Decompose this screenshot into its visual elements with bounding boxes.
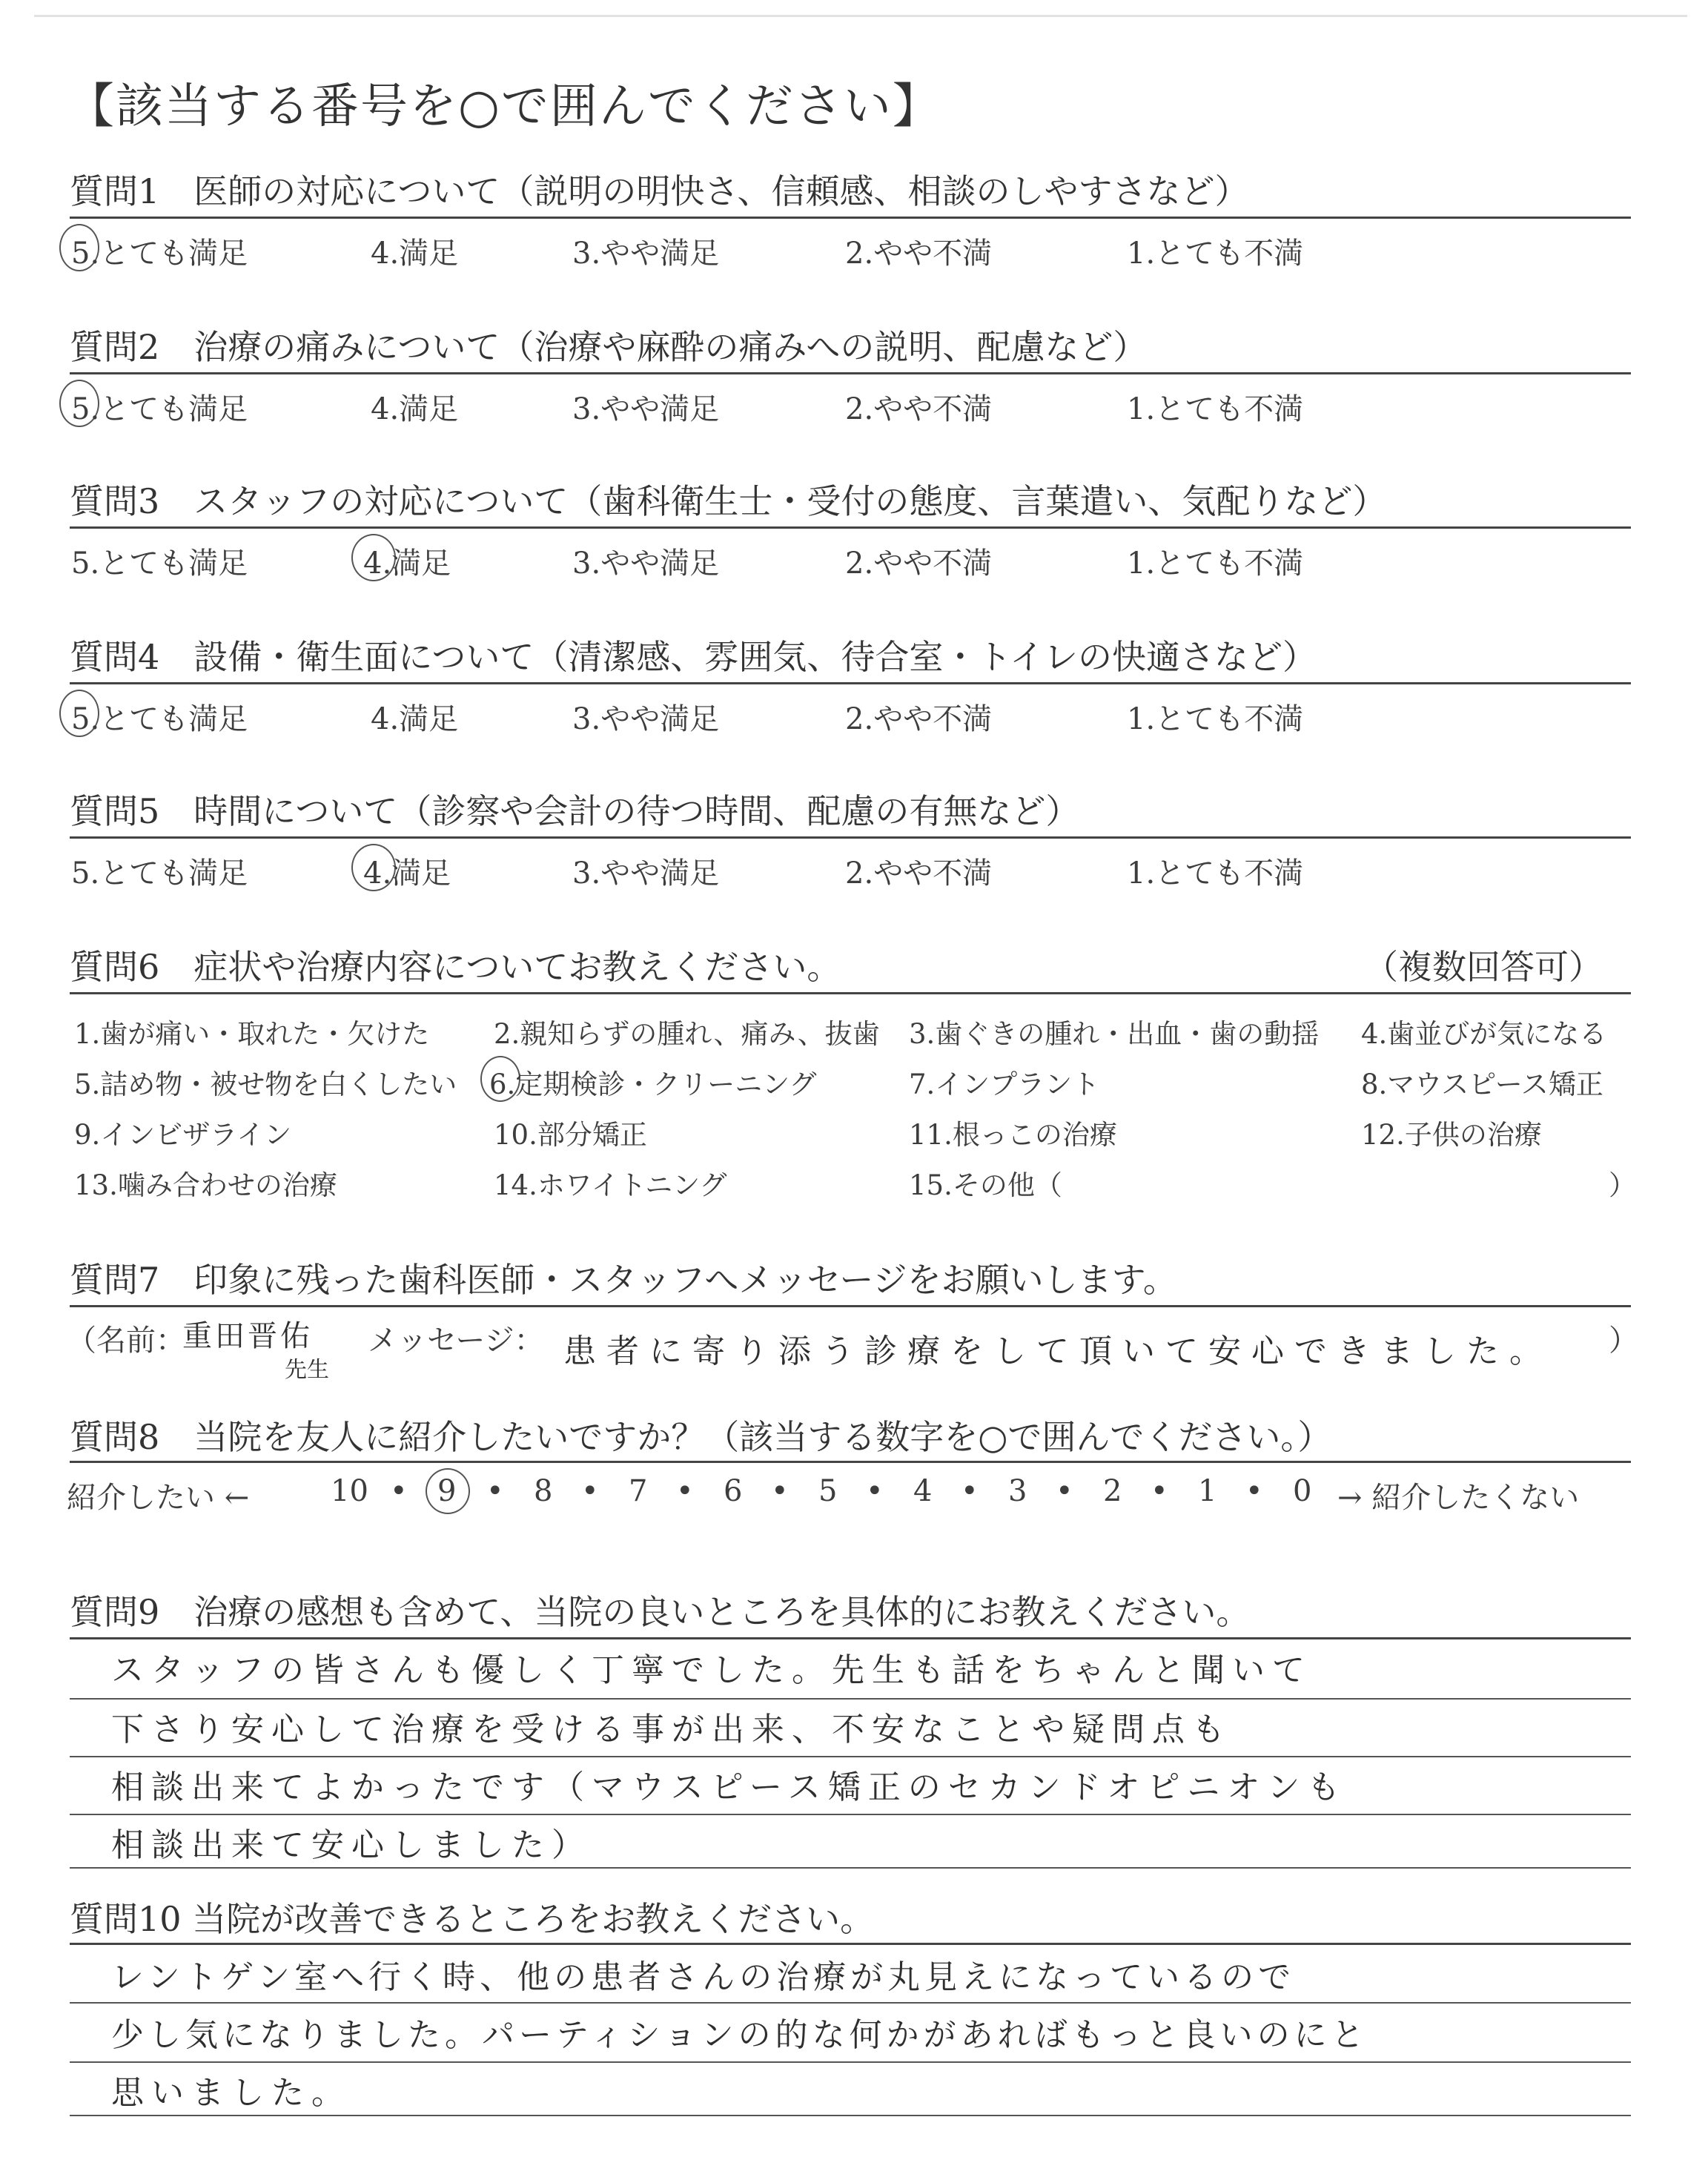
q5-option-2[interactable]: 2.やや不満 <box>845 856 993 891</box>
q9-line <box>70 1814 1631 1815</box>
q6-option-13[interactable]: 13.噛み合わせの治療 <box>74 1169 337 1201</box>
q8-dot-separator: • <box>1245 1474 1263 1508</box>
q8-dot-separator: • <box>1151 1474 1168 1508</box>
q6-rule <box>70 992 1631 994</box>
q3-rule <box>70 526 1631 529</box>
q8-score-9[interactable]: 9 <box>437 1474 457 1508</box>
q6-title: 質問6 症状や治療内容についてお教えください。 <box>70 947 841 987</box>
q10-title: 質問10 当院が改善できるところをお教えください。 <box>70 1899 875 1939</box>
q8-score-4[interactable]: 4 <box>913 1474 933 1508</box>
q7-name-value[interactable]: 重田晋佑 <box>182 1319 313 1353</box>
q2-option-2[interactable]: 2.やや不満 <box>845 392 993 426</box>
q7-close-paren: ） <box>1609 1324 1638 1358</box>
q4-option-3[interactable]: 3.やや満足 <box>572 702 720 736</box>
q8-score-2[interactable]: 2 <box>1103 1474 1122 1508</box>
q6-option-7[interactable]: 7.インプラント <box>909 1069 1100 1100</box>
q2-option-4[interactable]: 4.満足 <box>371 392 459 426</box>
q8-score-0[interactable]: 0 <box>1293 1474 1312 1508</box>
q2-title: 質問2 治療の痛みについて（治療や麻酔の痛みへの説明、配慮など） <box>70 327 1148 367</box>
q9-answer-line-1[interactable]: スタッフの皆さんも優しく丁寧でした。先生も話をちゃんと聞いて <box>111 1651 1312 1689</box>
q4-option-1[interactable]: 1.とても不満 <box>1127 702 1304 736</box>
q6-option-15[interactable]: 15.その他（ <box>909 1169 1062 1201</box>
q1-option-3[interactable]: 3.やや満足 <box>572 237 720 271</box>
q8-dot-separator: • <box>1056 1474 1073 1508</box>
q8-score-3[interactable]: 3 <box>1008 1474 1027 1508</box>
q6-option-10[interactable]: 10.部分矯正 <box>494 1119 647 1151</box>
q6-multi-answer-note: （複数回答可） <box>1364 947 1603 987</box>
q3-option-3[interactable]: 3.やや満足 <box>572 546 720 581</box>
page-top-edge <box>34 15 1687 17</box>
q5-title: 質問5 時間について（診察や会計の待つ時間、配慮の有無など） <box>70 791 1080 831</box>
q8-score-8[interactable]: 8 <box>534 1474 553 1508</box>
q4-option-5[interactable]: 5.とても満足 <box>71 702 248 736</box>
q7-message-value[interactable]: 患者に寄り添う診療をして頂いて安心できました。 <box>563 1332 1552 1370</box>
q6-other-close-paren: ） <box>1609 1169 1636 1201</box>
q1-option-5[interactable]: 5.とても満足 <box>71 237 248 271</box>
q7-name-label: （名前： <box>67 1324 185 1358</box>
q8-score-7[interactable]: 7 <box>629 1474 648 1508</box>
q8-score-10[interactable]: 10 <box>331 1474 368 1508</box>
q8-dot-separator: • <box>581 1474 599 1508</box>
q6-option-5[interactable]: 5.詰め物・被せ物を白くしたい <box>74 1069 457 1100</box>
q8-score-5[interactable]: 5 <box>818 1474 838 1508</box>
q9-line <box>70 1756 1631 1757</box>
q5-rule <box>70 836 1631 839</box>
q8-dot-separator: • <box>486 1474 504 1508</box>
q5-option-5[interactable]: 5.とても満足 <box>71 856 248 891</box>
q10-answer-line-2[interactable]: 少し気になりました。パーティションの的な何かがあればもっと良いのにと <box>111 2016 1368 2054</box>
q9-line <box>70 1867 1631 1869</box>
q8-dot-separator: • <box>961 1474 979 1508</box>
q7-name-suffix: 先生 <box>285 1357 329 1383</box>
q9-answer-line-3[interactable]: 相談出来てよかったです（マウスピース矯正のセカンドオピニオンも <box>111 1768 1348 1806</box>
q3-option-2[interactable]: 2.やや不満 <box>845 546 993 581</box>
q8-dot-separator: • <box>390 1474 408 1508</box>
q5-option-4[interactable]: 4.満足 <box>363 856 451 891</box>
q3-option-1[interactable]: 1.とても不満 <box>1127 546 1304 581</box>
q9-rule <box>70 1637 1631 1639</box>
q8-title: 質問8 当院を友人に紹介したいですか？（該当する数字を○で囲んでください。） <box>70 1417 1332 1457</box>
q8-dot-separator: • <box>866 1474 884 1508</box>
q10-line <box>70 2002 1631 2004</box>
q6-option-12[interactable]: 12.子供の治療 <box>1361 1119 1542 1151</box>
q6-option-2[interactable]: 2.親知らずの腫れ、痛み、抜歯 <box>494 1018 880 1050</box>
q9-line <box>70 1698 1631 1700</box>
q2-option-5[interactable]: 5.とても満足 <box>71 392 248 426</box>
q5-option-1[interactable]: 1.とても不満 <box>1127 856 1304 891</box>
q6-option-11[interactable]: 11.根っこの治療 <box>909 1119 1117 1151</box>
q4-title: 質問4 設備・衛生面について（清潔感、雰囲気、待合室・トイレの快適さなど） <box>70 637 1317 677</box>
q8-score-6[interactable]: 6 <box>724 1474 743 1508</box>
q1-option-4[interactable]: 4.満足 <box>371 237 459 271</box>
q6-option-3[interactable]: 3.歯ぐきの腫れ・出血・歯の動揺 <box>909 1018 1320 1050</box>
q7-message-label: メッセージ： <box>368 1324 544 1358</box>
q4-option-2[interactable]: 2.やや不満 <box>845 702 993 736</box>
q10-answer-line-1[interactable]: レントゲン室へ行く時、他の患者さんの治療が丸見えになっているので <box>111 1958 1296 1996</box>
q6-option-14[interactable]: 14.ホワイトニング <box>494 1169 727 1201</box>
q6-option-4[interactable]: 4.歯並びが気になる <box>1361 1018 1607 1050</box>
q9-title: 質問9 治療の感想も含めて、当院の良いところを具体的にお教えください。 <box>70 1592 1251 1632</box>
q2-option-1[interactable]: 1.とても不満 <box>1127 392 1304 426</box>
q10-rule <box>70 1943 1631 1945</box>
q1-title: 質問1 医師の対応について（説明の明快さ、信頼感、相談のしやすさなど） <box>70 171 1249 211</box>
q2-rule <box>70 372 1631 374</box>
q8-rule <box>70 1461 1631 1463</box>
q4-rule <box>70 682 1631 684</box>
q6-option-1[interactable]: 1.歯が痛い・取れた・欠けた <box>74 1018 430 1050</box>
q10-answer-line-3[interactable]: 思いました。 <box>111 2074 351 2112</box>
q8-dot-separator: • <box>771 1474 789 1508</box>
q1-rule <box>70 217 1631 219</box>
q5-option-3[interactable]: 3.やや満足 <box>572 856 720 891</box>
q10-line <box>70 2061 1631 2063</box>
q3-option-4[interactable]: 4.満足 <box>363 546 451 581</box>
q8-right-label: → 紹介したくない <box>1337 1481 1580 1515</box>
q1-option-2[interactable]: 2.やや不満 <box>845 237 993 271</box>
q6-option-9[interactable]: 9.インビザライン <box>74 1119 292 1151</box>
q2-option-3[interactable]: 3.やや満足 <box>572 392 720 426</box>
q10-line <box>70 2115 1631 2116</box>
q3-option-5[interactable]: 5.とても満足 <box>71 546 248 581</box>
q9-answer-line-4[interactable]: 相談出来て安心しました） <box>111 1826 592 1864</box>
form-heading: 【該当する番号を○で囲んでください】 <box>67 79 941 134</box>
q8-dot-separator: • <box>676 1474 694 1508</box>
q8-left-label: 紹介したい ← <box>67 1481 250 1515</box>
q9-answer-line-2[interactable]: 下さり安心して治療を受ける事が出来、不安なことや疑問点も <box>111 1711 1232 1748</box>
q6-option-8[interactable]: 8.マウスピース矯正 <box>1361 1069 1603 1100</box>
q1-option-1[interactable]: 1.とても不満 <box>1127 237 1304 271</box>
q7-title: 質問7 印象に残った歯科医師・スタッフへメッセージをお願いします。 <box>70 1260 1177 1300</box>
q3-title: 質問3 スタッフの対応について（歯科衛生士・受付の態度、言葉遣い、気配りなど） <box>70 481 1387 521</box>
q7-rule <box>70 1305 1631 1307</box>
q8-score-1[interactable]: 1 <box>1198 1474 1217 1508</box>
q4-option-4[interactable]: 4.満足 <box>371 702 459 736</box>
q6-option-6[interactable]: 6.定期検診・クリーニング <box>489 1069 817 1100</box>
